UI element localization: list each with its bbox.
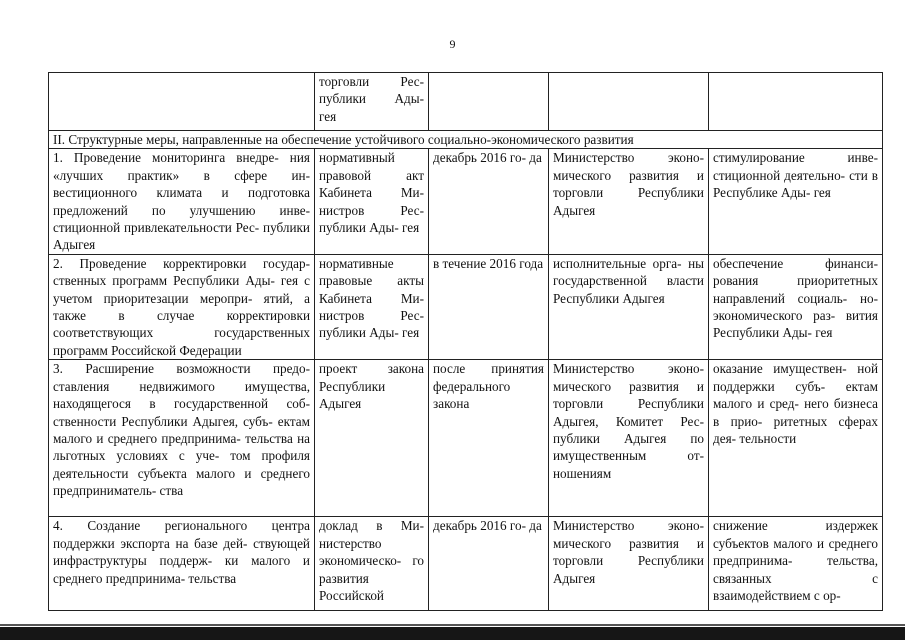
cell-executor: [549, 73, 709, 131]
cell-executor: Министерство эконо- мического развития и торговли Республики Адыгея: [549, 517, 709, 611]
table-row: [49, 517, 883, 611]
cell-document: нормативные правовые акты Кабинета Ми- нистров Рес- публики Ады- гея: [315, 254, 429, 359]
table-row: [49, 149, 883, 254]
cell-deadline: декабрь 2016 го- да: [429, 517, 549, 611]
cell-result: оказание имуществен- ной поддержки субъ- ектам малого и сред- него бизнеса в прио- ритетных сферах дея- тельности: [709, 360, 883, 517]
cell-measure: 4. Создание регионального центра поддержки экспорта на базе дей- ствующей инфраструктуры поддерж- ки малого и среднего предпринима- тельства: [49, 517, 315, 611]
cell-document: проект закона Республики Адыгея: [315, 360, 429, 517]
cell-result: [709, 73, 883, 131]
cell-executor: исполнительные орга- ны государственной власти Республики Адыгея: [549, 254, 709, 359]
cell-document: доклад в Ми- нистерство экономическо- го развития Российской: [315, 517, 429, 611]
table-row: [49, 254, 883, 359]
cell-measure: 3. Расширение возможности предо- ставления недвижимого имущества, находящегося в государственной соб- ственности Республики Адыгея, субъ- ектам малого и среднего предпринима- тельства на льготных условиях с уче- том профиля деятельности субъекта малого и среднего предприниматель- ства: [49, 360, 315, 517]
cell-result: снижение издержек субъектов малого и среднего предпринима- тельства, связанных с взаимодействием с ор-: [709, 517, 883, 611]
scan-edge-line: [0, 624, 905, 626]
cell-result: стимулирование инве- стиционной деятельно- сти в Республике Ады- гея: [709, 149, 883, 254]
cell-executor: Министерство эконо- мического развития и торговли Республики Адыгея, Комитет Рес- публики Адыгея по имущественным от- ношениям: [549, 360, 709, 517]
section-title: II. Структурные меры, направленные на обеспечение устойчивого социально-экономического развития: [49, 131, 883, 149]
cell-measure: [49, 73, 315, 131]
cell-document: торговли Рес- публики Ады- гея: [315, 73, 429, 131]
table-row: [49, 360, 883, 517]
scan-bottom-edge: [0, 627, 905, 640]
cell-document: нормативный правовой акт Кабинета Ми- нистров Рес- публики Ады- гея: [315, 149, 429, 254]
cell-executor: Министерство эконо- мического развития и торговли Республики Адыгея: [549, 149, 709, 254]
measures-table: [48, 72, 883, 611]
cell-result: обеспечение финанси- рования приоритетных направлений социаль- но-экономического раз- вития Республики Ады- гея: [709, 254, 883, 359]
cell-measure: 2. Проведение корректировки государ- ственных программ Республики Ады- гея с учетом приоритезации меропри- ятий, а также в случае корректировки соответствующих государственных программ Российской Федерации: [49, 254, 315, 359]
section-header-row: [49, 131, 883, 149]
table-row-continuation: [49, 73, 883, 131]
cell-measure: 1. Проведение мониторинга внедре- ния «лучших практик» в сфере ин- вестиционного климата и подготовка предложений по улучшению инве- стиционной привлекательности Рес- публики Адыгея: [49, 149, 315, 254]
cell-deadline: в течение 2016 года: [429, 254, 549, 359]
page-number: 9: [449, 37, 456, 51]
cell-deadline: после принятия федерального закона: [429, 360, 549, 517]
cell-deadline: [429, 73, 549, 131]
cell-deadline: декабрь 2016 го- да: [429, 149, 549, 254]
